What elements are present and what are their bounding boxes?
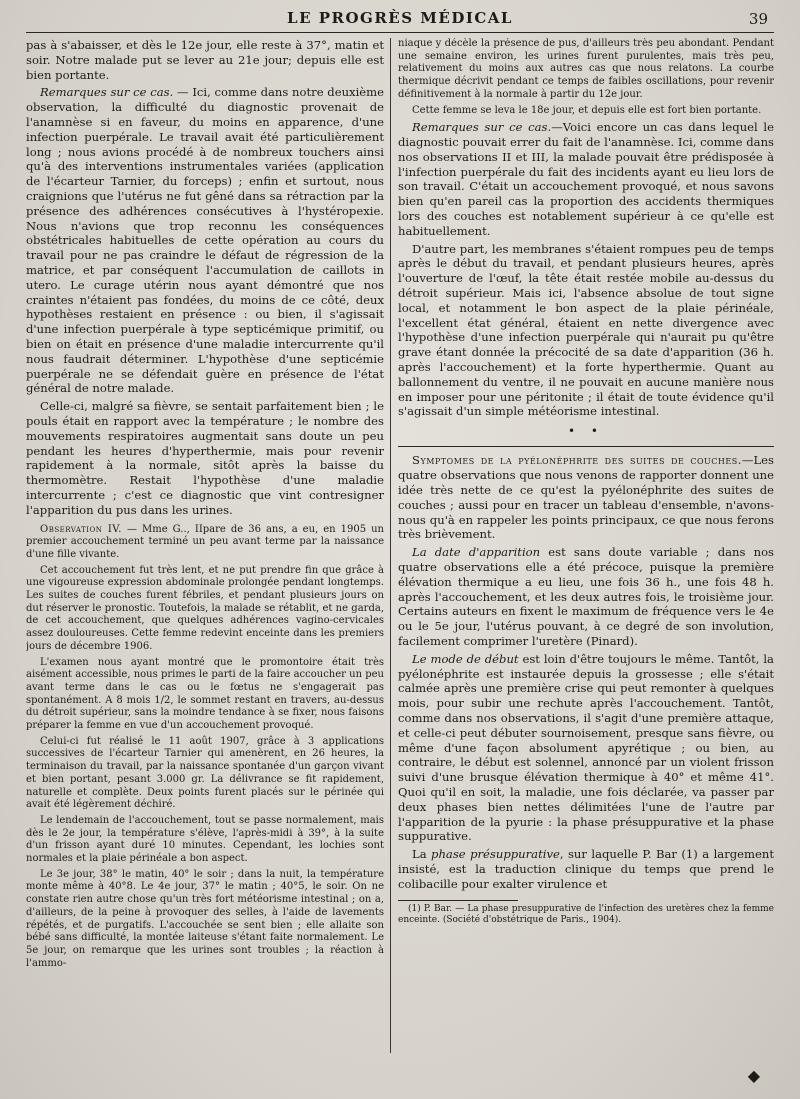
subheading: La date d'apparition — [412, 545, 541, 560]
paragraph: niaque y décèle la présence de pus, d'ailleurs très peu abondant. Pendant une semaine environ, les urines furent purulentes, mais très peu, relativement du moins aux autres cas que nous relatons. La courbe thermique décrivit pendant ce temps de faibles oscillations, pour revenir définitivement à la normale à partir du 12e jour. — [398, 38, 774, 100]
left-column — [26, 38, 384, 1093]
right-column — [398, 38, 774, 1093]
text-columns — [26, 38, 774, 1093]
paragraph: Celui-ci fut réalisé le 11 août 1907, grâce à 3 applications successives de l'écarteur Tarnier qui amenèrent, en 26 heures, la terminaison du travail, par la naissance spontanée d'un garçon vivant et bien portant, pesant 3.000 gr. La délivrance se fit rapidement, naturelle et complète. Deux points furent placés sur le périnée qui avait été légèrement déchiré. — [26, 735, 384, 811]
paragraph — [26, 524, 384, 562]
footnote-rule — [398, 900, 518, 901]
paragraph: Le lendemain de l'accouchement, tout se passe normalement, mais dès le 2e jour, la température s'élève, l'après-midi à 39°, à la suite d'un frisson ayant duré 10 minutes. Cependant, les lochies sont normales et la plaie périnéale a bon aspect. — [26, 814, 384, 865]
paragraph-text: est loin d'être toujours le même. Tantôt, la pyélonéphrite est instaurée depuis la grossesse ; elle s'était calmée après une première crise qui peut remonter à quelques mois, pour subir une rechute après l'accouchement. Tantôt, comme dans nos observations, il s'agit d'une première attaque, et celle-ci peut débuter sournoisement, presque sans fièvre, ou même d'une façon absolument apyrétique ; ou bien, au contraire, le début est solennel, annoncé par un violent frisson suivi d'une brusque élévation thermique à 40° et même 41°. Quoi qu'il en soit, la maladie, une fois déclarée, va passer par deux phases bien nettes délimitées l'une de l'autre par l'apparition de la pyurie : la phase présuppurative et la phase suppurative. — [398, 651, 774, 844]
paragraph — [398, 453, 774, 542]
subheading: Le mode de début — [412, 651, 519, 666]
paragraph: Cette femme se leva le 18e jour, et depuis elle est fort bien portante. — [412, 104, 762, 116]
section-heading: Symptomes de la pyélonéphrite des suites de couches. — [412, 453, 742, 468]
paragraph — [398, 847, 774, 891]
paragraph: L'examen nous ayant montré que le promontoire était très aisément accessible, nous primes le parti de la faire accoucher un peu avant terme dans le cas ou le fœtus ne s'engagerait pas spontanément. A 8 mois 1/2, le sommet restant en travers, au-dessus du détroit supérieur, sans la moindre tendance à se fixer, nous faisons préparer la femme en vue d'un accouchement provoqué. — [26, 656, 384, 732]
observation-heading: Observation IV. — [40, 523, 122, 535]
paragraph — [26, 85, 384, 396]
paragraph: pas à s'abaisser, et dès le 12e jour, elle reste à 37°, matin et soir. Notre malade put se lever au 21e jour; depuis elle est bien portante. — [26, 38, 384, 82]
paragraph — [398, 120, 774, 238]
page-header — [26, 6, 774, 33]
remarques-heading: Remarques sur ce cas. — [412, 120, 552, 135]
section-rule — [398, 446, 774, 447]
section-ornament: • • — [568, 424, 604, 439]
subheading: phase présuppurative — [431, 847, 560, 862]
paragraph: Cet accouchement fut très lent, et ne put prendre fin que grâce à une vigoureuse expression abdominale prolongée pendant longtemps. Les suites de couches furent fébriles, et pendant plusieurs jours on dut réserver le pronostic. Toutefois, la malade se rétablit, et ne garda, de cet accouchement, que quelques adhérences vagino-cervicales assez douloureuses. Cette femme redevint enceinte dans les premiers jours de décembre 1906. — [26, 564, 384, 652]
paragraph: D'autre part, les membranes s'étaient rompues peu de temps après le début du travail, et pendant plusieurs heures, après l'ouverture de l'œuf, la tête était restée mobile au-dessus du détroit supérieur. Mais ici, l'absence absolue de tout signe local, et notamment le bon aspect de la plaie périnéale, l'excellent état général, étaient en nette divergence avec l'hypothèse d'une infection puerpérale qui n'aurait pu qu'être grave étant donnée la précocité de sa date d'apparition (36 h. après l'accouchement) et la forte hyperthermie. Quant au ballonnement du ventre, il ne pouvait en aucune manière nous en imposer pour une péritonite ; il était de toute évidence qu'il s'agissait d'un simple météorisme intestinal. — [398, 241, 774, 419]
paragraph: Celle-ci, malgré sa fièvre, se sentait parfaitement bien ; le pouls était en rapport avec la température ; le nombre des mouvements respiratoires augmentait sans doute un peu pendant les heures d'hyperthermie, mais pour revenir rapidement à la normale, sitôt après la baisse du thermomètre. Restait l'hypothèse d'une maladie intercurrente ; c'est ce diagnostic que vint contresigner l'apparition du pus dans les urines. — [26, 399, 384, 517]
running-title: LE PROGRÈS MÉDICAL — [287, 9, 513, 27]
page-number: 39 — [748, 10, 768, 28]
paragraph-text: La — [412, 847, 432, 862]
paragraph — [398, 545, 774, 649]
paragraph-text: —Voici encore un cas dans lequel le diagnostic pouvait errer du fait de l'anamnèse. Ici, comme dans nos observations II et III, la malade pouvait être prédisposée à l'infection puerpérale du fait des incidents ayant eu lieu lors de son travail. C'était un accouchement provoqué, et nous savons bien qu'en pareil cas la proportion des accidents thermiques lors des couches est notablement supérieur à ce qu'elle est habituellement. — [398, 120, 774, 238]
paragraph — [398, 652, 774, 844]
paragraph: Le 3e jour, 38° le matin, 40° le soir ; dans la nuit, la température monte même à 40°8. Le 4e jour, 37° le matin ; 40°5, le soir. On ne constate rien autre chose qu'un très fort météorisme intestinal ; on a, d'ailleurs, de la peine à provoquer des selles, à l'aide de lavements répétés, et de purgatifs. L'accouchée se sent bien ; elle allaite son bébé sans difficulté, la montée laiteuse s'étant faite normalement. Le 5e jour, on remarque que les urines sont troubles ; la réaction à l'ammo- — [26, 868, 384, 969]
paragraph-text: — Ici, comme dans notre deuxième observation, la difficulté du diagnostic provenait de l'anamnèse si en faveur, du moins en apparence, d'une infection puerpérale. Le travail avait été particulièrement long ; nous avions procédé à de nombreux touchers ainsi qu'à des interventions instrumentales variées (application de l'écarteur Tarnier, du forceps) ; enfin et surtout, nous craignions que l'utérus ne fut gêné dans sa rétraction par la présence des adhérences consécutives à l'hystéropexie. Nous n'avions que trop reconnu les conséquences obstétricales habituelles de cette opération au cours du travail pour ne pas craindre le défaut de régression de la matrice, et par conséquent l'accumulation de caillots in utero. Le curage utérin nous ayant démontré que nos craintes n'étaient pas fondées, du moins de ce côté, deux hypothèses restaient en présence : ou bien, il s'agissait d'une infection puerpérale à type septicémique primitif, ou bien on était en présence d'une maladie intercurrente qu'il nous faudrait déterminer. L'hypothèse d'une septicémie puerpérale ne se défendait guère en présence de l'état général de notre malade. — [26, 85, 384, 396]
remarques-heading: Remarques sur ce cas. — [40, 85, 174, 100]
column-divider — [390, 38, 391, 1053]
paragraph-text: — Mme G.., IIpare de 36 ans, a eu, en 1905 un premier accouchement terminé un peu avant terme par la naissance d'une fille vivante. — [26, 523, 384, 560]
footnote: (1) P. Bar. — La phase presuppurative de l'infection des uretères chez la femme enceinte. (Société d'obstétrique de Paris., 1904). — [398, 903, 774, 925]
end-mark-ornament: ◆ — [747, 1066, 760, 1085]
paragraph-text: est sans doute variable ; dans nos quatre observations elle a été précoce, puisque la première élévation thermique a eu lieu, une fois 36 h., une fois 48 h. après l'accouchement, et les deux autres fois, le troisième jour. Certains auteurs en fixent le maximum de fréquence vers le 4e ou le 5e jour, l'utérus pouvant, à ce degré de son involution, facilement comprimer l'uretère (Pinard). — [398, 545, 774, 649]
paragraph-text: , sur laquelle P. Bar (1) a largement insisté, est la traduction clinique du temps que prend le colibacille pour exalter virulence et — [398, 847, 774, 891]
paragraph-text: —Les quatre observations que nous venons de rapporter donnent une idée très nette de ce qu'est la pyélonéphrite des suites de couches ; aussi pour en tracer un tableau d'ensemble, n'avons-nous qu'à en rappeler les points principaux, ce que nous ferons très brièvement. — [398, 453, 774, 542]
